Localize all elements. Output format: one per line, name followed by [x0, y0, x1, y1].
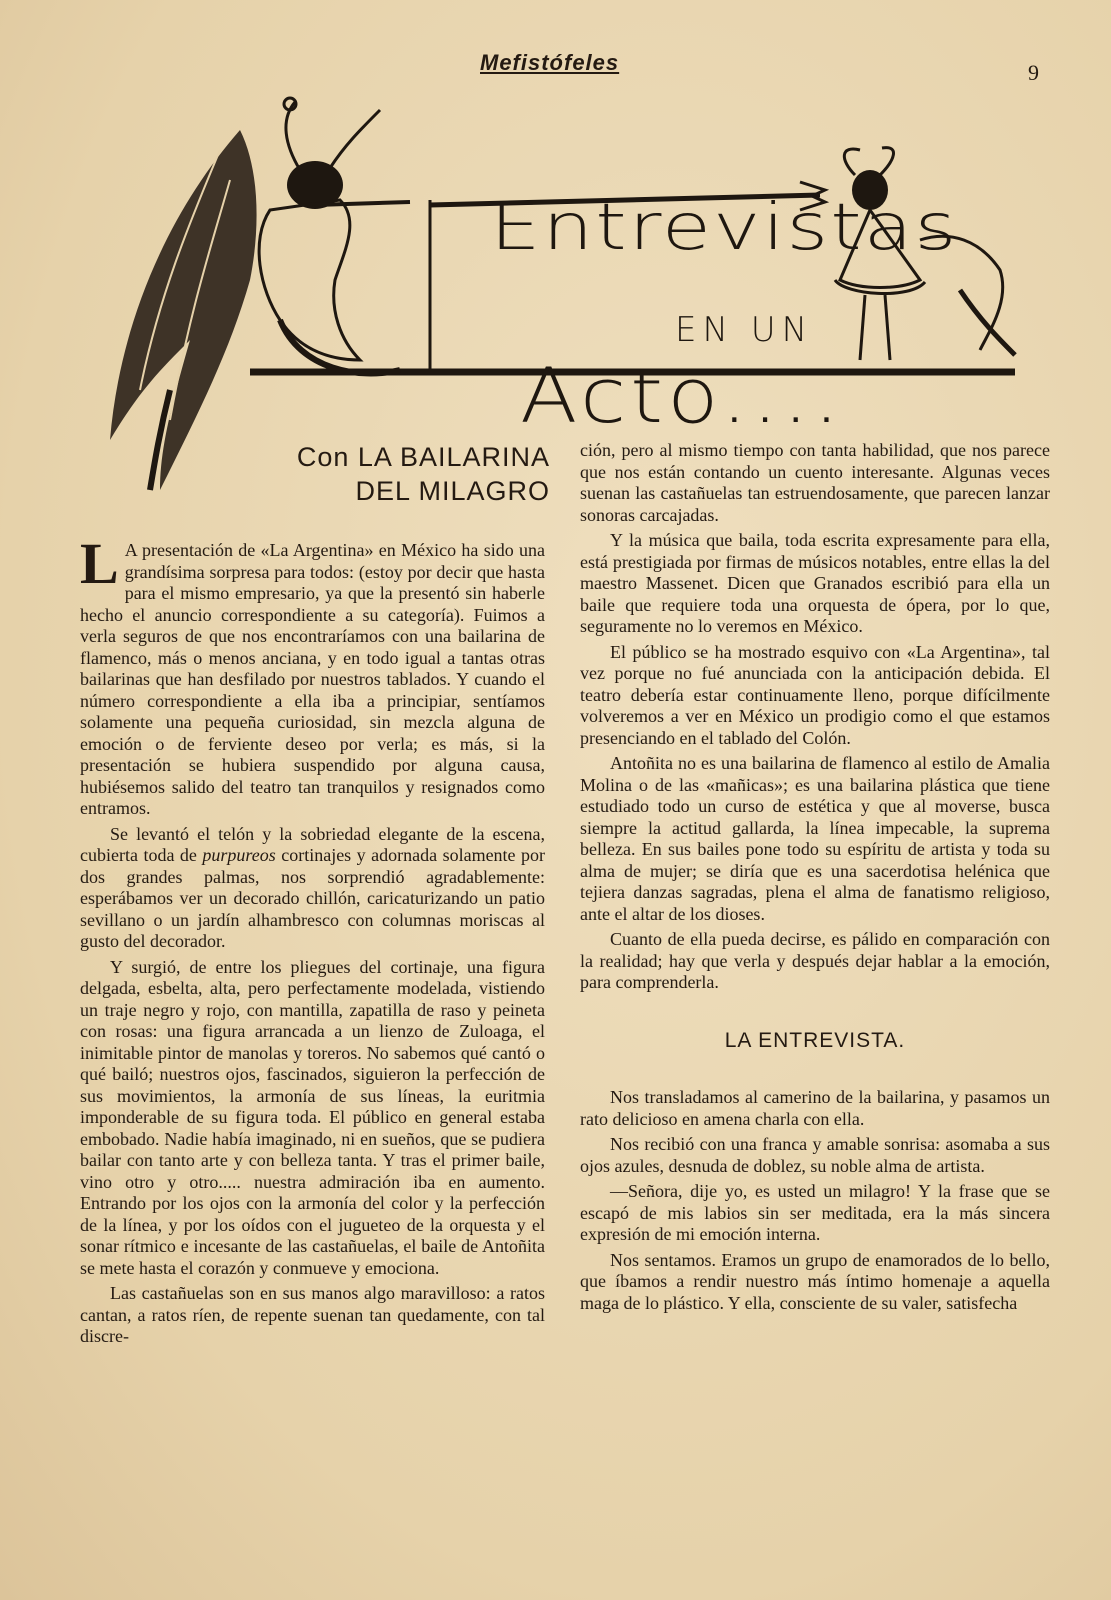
- paragraph: Nos recibió con una franca y amable sonrisa: asomaba a sus ojos azules, desnuda de doblez, su noble alma de artista.: [580, 1134, 1050, 1176]
- subtitle-line1: Con LA BAILARINA: [296, 442, 550, 472]
- paragraph: ción, pero al mismo tiempo con tanta habilidad, que nos parece que nos están contando un cuento interesante. Algunas veces suenan las castañuelas tan estruendosamente, que parecen lanzar sonoras carcajadas.: [580, 440, 1050, 525]
- masthead-title-line1: Entrevistas: [490, 190, 959, 265]
- subtitle-line2: DEL MILAGRO: [355, 476, 550, 506]
- left-column: [80, 531, 546, 1352]
- drop-cap: L: [80, 531, 119, 596]
- section-heading: LA ENTREVISTA.: [724, 1028, 906, 1052]
- masthead-title-line2: EN UN: [675, 310, 814, 350]
- paragraph: [80, 531, 545, 820]
- paragraph: Cuanto de ella pueda decirse, es pálido en comparación con la realidad; hay que verla y después dejar hablar a la emoción, para comprenderla.: [580, 929, 1050, 992]
- running-title: Mefistófeles: [480, 50, 620, 75]
- paragraph: Las castañuelas son en sus manos algo maravilloso: a ratos cantan, a ratos ríen, de repente suenan tan quedamente, con tal discre-: [80, 1283, 545, 1346]
- paragraph: —Señora, dije yo, es usted un milagro! Y la frase que se escapó de mis labios sin ser meditada, era la más sincera expresión de mi emoción interna.: [580, 1181, 1050, 1244]
- paragraph-text: A presentación de «La Argentina» en México ha sido una grandísima sorpresa para todos: (estoy por decir que hasta para el mismo empresario, ya que la presentó sin haberle hecho el anuncio correspondiente a su categoría). Fuimos a verla seguros de que nos encontraríamos con una bailarina de flamenco, más o menos anciana, y en todo igual a tantas otras bailarinas que han desfilado por nuestros tablados. Y cuando el número correspondiente a ella iba a principiar, sentíamos solamente una pequeña curiosidad, sin mezcla alguna de emoción o de ferviente deseo por verla; es más, si la presentación se hubiera suspendido por alguna causa, hubiésemos salido del teatro tan tranquilos y resignados como entramos.: [80, 540, 545, 818]
- paragraph: [80, 824, 545, 953]
- masthead-title-line3: Acto....: [520, 352, 844, 441]
- right-column: [580, 440, 1050, 1318]
- paragraph: Y surgió, de entre los pliegues del cortinaje, una figura delgada, esbelta, alta, pero perfectamente modelada, vistiendo un traje negro y rojo, con mantilla, zapatilla de raso y peineta con rosas: una figura arrancada a un lienzo de Zuloaga, el inimitable pintor de manolas y toreros. No sabemos qué cantó o qué bailó; nuestros ojos, fascinados, siguieron la perfección de sus movimientos, la armonía de sus líneas, la euritmia imponderable de su figura toda. El público en general estaba embobado. Nadie había imaginado, ni en sueños, que se pudiera bailar con tanto arte y con belleza tanta. Y tras el primer baile, vino otro y otro..... nuestra admiración iba en aumento. Entrando por los ojos con la armonía del color y la perfección de la línea, y por los oídos con el jugueteo de la orquesta y el sonar rítmico e incesante de las castañuelas, el baile de Antoñita se mete hasta el corazón y conmueve y emociona.: [80, 956, 545, 1278]
- article-subtitle: [230, 440, 550, 508]
- paragraph: Antoñita no es una bailarina de flamenco al estilo de Amalia Molina o de las «mañicas»; es una bailarina plástica que tiene estudiado todo un curso de estética y que al moverse, busca siempre la actitud gallarda, la línea impecable, la suprema belleza. En sus bailes pone todo su espíritu de artista y toda su alma de mujer; se diría que es una sacerdotisa helénica que tejiera danzas sagradas, plena el alma de fanatismo religioso, ante el altar de los dioses.: [580, 753, 1050, 924]
- paragraph-text: cortinajes y adornada solamente por dos grandes palmas, nos sorprendió agradablemente: esperábamos ver un decorado chillón, caricaturizando un patio sevillano o un jardín alhambresco con columnas moriscas al gusto del decorador.: [80, 845, 546, 951]
- page-number: 9: [1028, 60, 1039, 85]
- paragraph: Nos transladamos al camerino de la bailarina, y pasamos un rato delicioso en amena charla con ella.: [580, 1087, 1050, 1129]
- italic-word: purpureos: [202, 845, 276, 865]
- paragraph: Y la música que baila, toda escrita expresamente para ella, está prestigiada por firmas de músicos notables, entre ellas la del maestro Massenet. Dicen que Granados escribió para ella un baile que requiere toda una orquesta de ópera, por lo que, seguramente no lo veremos en México.: [580, 530, 1050, 636]
- paragraph-text: Se levantó el telón y la sobriedad elegante de la escena, cubierta toda de: [80, 823, 545, 865]
- paragraph: El público se ha mostrado esquivo con «La Argentina», tal vez porque no fué anunciada con la anticipación debida. El teatro debería estar continuamente lleno, porque difícilmente volveremos a ver en México un prodigio como el que estamos presenciando en el tablado del Colón.: [580, 641, 1050, 748]
- paragraph: Nos sentamos. Eramos un grupo de enamorados de lo bello, que íbamos a rendir nuestro más íntimo homenaje a aquella maga de lo plástico. Y ella, consciente de su valer, satisfecha: [580, 1249, 1050, 1313]
